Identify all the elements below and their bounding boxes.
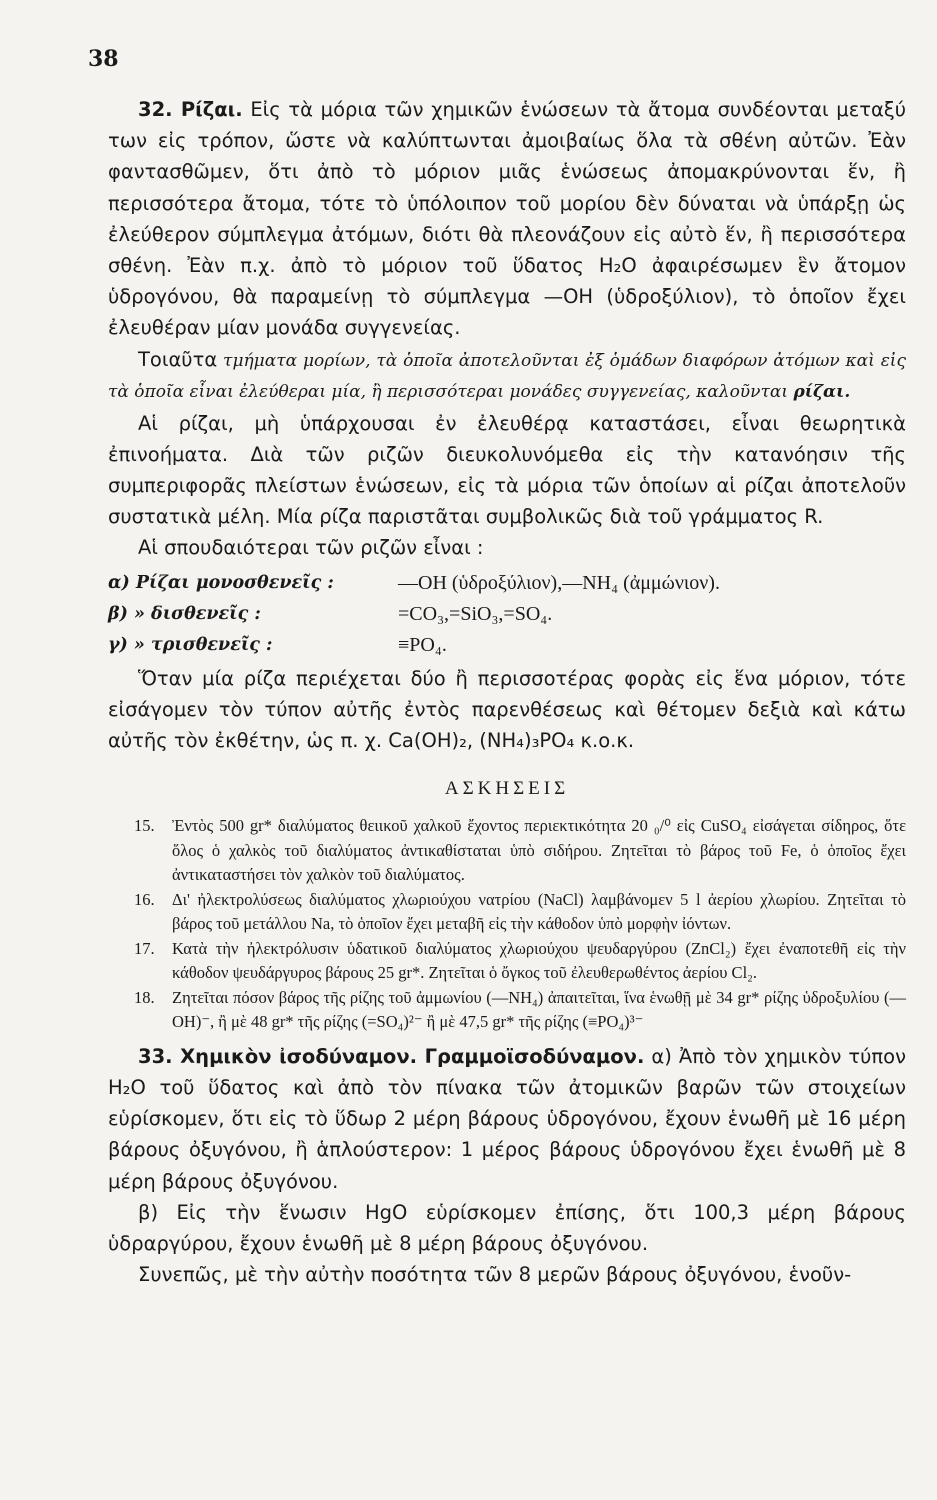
section-32-paragraph: [108, 94, 906, 344]
exercise-number: 15.: [134, 816, 155, 836]
list-item-label: β) » δισθενεῖς :: [108, 603, 261, 624]
exercise-text: Ζητεῖται πόσον βάρος τῆς ρίζης τοῦ ἀμμωνίου (—NH₄) ἀπαιτεῖται, ἵνα ἑνωθῇ μὲ 34 gr* ρίζης ὑδροξυλίου (—OH)⁻, ἢ μὲ 48 gr* τῆς ρίζης (=SO₄)²⁻ ἢ μὲ 47,5 gr* τῆς ρίζης (≡PO₄)³⁻: [172, 987, 906, 1032]
exercise-item: [134, 986, 906, 1035]
exercise-text: Ἐντὸς 500 gr* διαλύματος θειικοῦ χαλκοῦ ἔχοντος περιεκτικότητα 20 ₀/⁰ εἰς CuSO₄ εἰσάγεται σίδηρος, ὅτε ὅλος ὁ χαλκὸς τοῦ διαλύματος ἀντικαθίσταται ὑπὸ σιδήρου. Ζητεῖται τὸ βάρος τοῦ Fe, ὁ ὁποῖος ἔχει ἀντικαταστήσει τὸν χαλκὸν τοῦ διαλύματος.: [172, 816, 906, 885]
definition-paragraph: [108, 344, 906, 408]
list-item-value: ≡PO₄.: [398, 633, 447, 656]
list-item-value: =CO₃,=SiO₃,=SO₄.: [398, 602, 553, 625]
radicals-list: [108, 568, 906, 661]
radicals-paragraph: Αἱ ρίζαι, μὴ ὑπάρχουσαι ἐν ἐλευθέρᾳ καταστάσει, εἶναι θεωρητικὰ ἐπινοήματα. Διὰ τῶν ριζῶν διευκολυνόμεθα εἰς τὴν κατανόησιν τῆς συμπεριφορᾶς πλείστων ἑνώσεων, εἰς τὰ μόρια τῶν ὁποίων αἱ ρίζαι ἀποτελοῦν συστατικὰ μέλη. Μία ρίζα παριστᾶται συμβολικῶς διὰ τοῦ γράμματος R.: [108, 411, 906, 529]
section-33-paragraph-b: β) Εἰς τὴν ἕνωσιν HgO εὑρίσκομεν ἐπίσης, ὅτι 100,3 μέρη βάρους ὑδραργύρου, ἔχουν ἑνωθῆ μὲ 8 μέρη βάρους ὀξυγόνου.: [108, 1200, 906, 1255]
list-item-value: —OH (ὑδροξύλιον),—NH₄ (ἀμμώνιον).: [398, 571, 720, 594]
list-item: [108, 599, 906, 630]
exercise-item: [134, 937, 906, 986]
list-item: [108, 568, 906, 599]
page-number: 38: [88, 46, 119, 72]
section-32-heading: 32. Ρίζαι.: [138, 98, 243, 121]
list-item-label: α) Ρίζαι μονοσθενεῖς :: [108, 572, 334, 593]
definition-lead: Τοιαῦτα: [138, 347, 218, 371]
list-item: [108, 630, 906, 661]
formula-paragraph: Ὅταν μία ρίζα περιέχεται δύο ἢ περισσοτέρας φορὰς εἰς ἕνα μόριον, τότε εἰσάγομεν τὸν τύπον αὐτῆς ἐντὸς παρενθέσεως καὶ θέτομεν δεξιὰ καὶ κάτω αὐτῆς τὸν ἐκθέτην, ὡς π. χ. Ca(OH)₂, (NH₄)₃PO₄ κ.ο.κ.: [108, 666, 906, 753]
exercise-item: [134, 888, 906, 937]
exercises-list: [134, 814, 906, 1035]
section-33-paragraph-c: Συνεπῶς, μὲ τὴν αὐτὴν ποσότητα τῶν 8 μερῶν βάρους ὀξυγόνου, ἑνοῦν-: [138, 1263, 852, 1287]
section-33-text: α) Ἀπὸ τὸν χημικὸν τύπον H₂O τοῦ ὕδατος καὶ ἀπὸ τὸν πίνακα τῶν ἀτομικῶν βαρῶν τῶν στοιχείων εὑρίσκομεν, ὅτι εἰς τὸ ὕδωρ 2 μέρη βάρους ὑδρογόνου, ἔχουν ἑνωθῆ μὲ 16 μέρη βάρους ὀξυγόνου, ἢ ἁπλούστερον: 1 μέρος βάρους ὑδρογόνου ἔχει ἑνωθῆ μὲ 8 μέρη βάρους ὀξυγόνου.: [108, 1044, 906, 1193]
exercise-text: Δι' ἠλεκτρολύσεως διαλύματος χλωριούχου νατρίου (NaCl) λαμβάνομεν 5 l ἀερίου χλωρίου. Ζητεῖται τὸ βάρος τοῦ μετάλλου Na, τὸ ὁποῖον ἔχει μεταβῆ εἰς τὴν κάθοδον ὑπὸ μορφὴν ἰόντων.: [172, 889, 906, 934]
list-item-label: γ) » τρισθενεῖς :: [108, 634, 273, 655]
exercise-number: 16.: [134, 889, 155, 909]
exercise-item: [134, 814, 906, 888]
exercise-number: 18.: [134, 987, 155, 1007]
section-33-heading: 33. Χημικὸν ἰσοδύναμον. Γραμμοϊσοδύναμον.: [138, 1044, 645, 1068]
page-content: [108, 94, 906, 1290]
section-32-text: Εἰς τὰ μόρια τῶν χημικῶν ἑνώσεων τὰ ἄτομα συνδέονται μεταξύ των εἰς τρόπον, ὥστε νὰ καλύπτωνται ἀμοιβαίως ὅλα τὰ σθένη αὐτῶν. Ἐὰν φαντασθῶμεν, ὅτι ἀπὸ τὸ μόριον μιᾶς ἑνώσεως ἀπομακρύνονται ἕν, ἢ περισσότερα ἄτομα, τότε τὸ ὑπόλοιπον τοῦ μορίου δὲν δύναται νὰ ὑπάρξῃ ὡς ἐλεύθερον σύμπλεγμα ἀτόμων, διότι θὰ πλεονάζουν εἰς αὐτὸ ἕν, ἢ περισσότερα σθένη. Ἐὰν π.χ. ἀπὸ τὸ μόριον τοῦ ὕδατος H₂O ἀφαιρέσωμεν ἓν ἄτομον ὑδρογόνου, θὰ παραμείνῃ τὸ σύμπλεγμα —OH (ὑδροξύλιον), τὸ ὁποῖον ἔχει ἐλευθέραν μίαν μονάδα συγγενείας.: [108, 98, 906, 340]
radicals-list-intro: Αἱ σπουδαιότεραι τῶν ριζῶν εἶναι :: [138, 536, 484, 560]
section-33-paragraph: [108, 1041, 906, 1197]
exercise-text: Κατὰ τὴν ἠλεκτρόλυσιν ὑδατικοῦ διαλύματος χλωριούχου ψευδαργύρου (ZnCl₂) ἔχει ἐναποτεθῆ εἰς τὴν κάθοδον ψευδάργυρος βάρους 25 gr*. Ζητεῖται ὁ ὄγκος τοῦ ἐλευθερωθέντος ἀερίου Cl₂.: [172, 938, 906, 983]
definition-term: ρίζαι.: [793, 381, 851, 402]
exercise-number: 17.: [134, 938, 155, 958]
exercises-heading: ΑΣΚΗΣΕΙΣ: [444, 778, 570, 800]
definition-text: τμήματα μορίων, τὰ ὁποῖα ἀποτελοῦνται ἐξ ὁμάδων διαφόρων ἀτόμων καὶ εἰς τὰ ὁποῖα εἶναι ἐλεύθεραι μία, ἢ περισσότεραι μονάδες συγγενείας, καλοῦνται: [108, 350, 906, 402]
